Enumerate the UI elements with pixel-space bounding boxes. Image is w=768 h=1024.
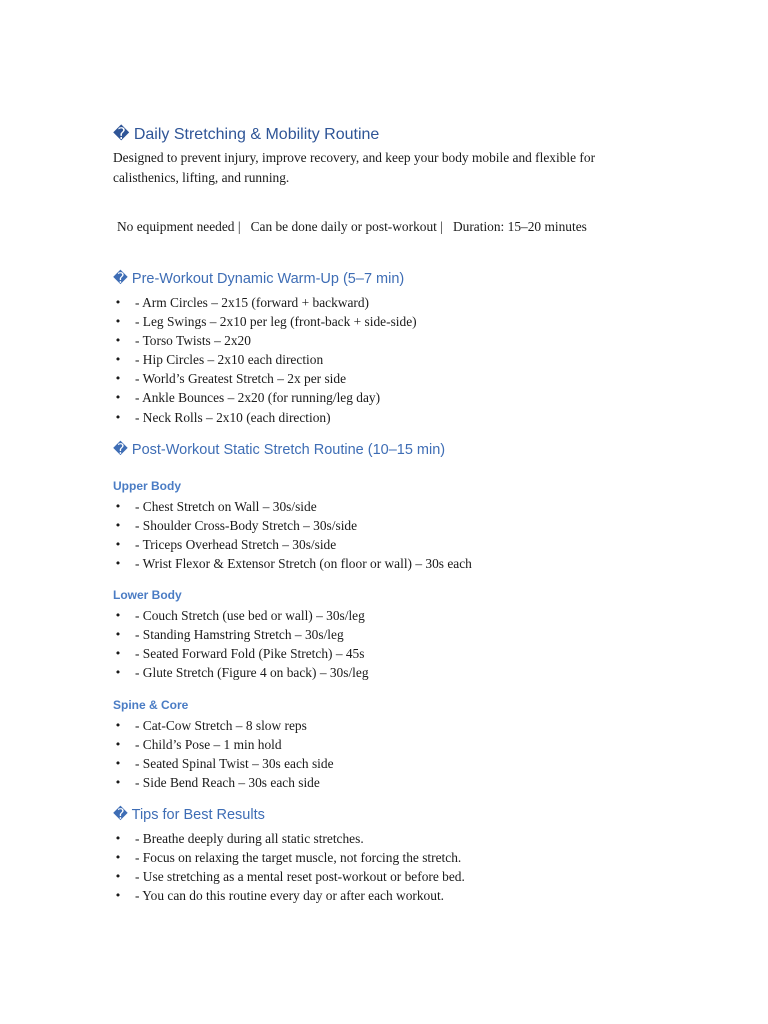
- bullet: •: [114, 666, 122, 680]
- bullet: •: [114, 519, 122, 533]
- bullet: •: [114, 410, 122, 424]
- bullet: •: [114, 315, 122, 329]
- bullet: •: [114, 757, 122, 771]
- bullet: •: [114, 776, 122, 790]
- bullet: •: [114, 738, 122, 752]
- list-item-text: - Chest Stretch on Wall – 30s/side: [135, 499, 317, 514]
- bullet: •: [114, 609, 122, 622]
- bullet: •: [114, 719, 122, 732]
- list-item-text: - Use stretching as a mental reset post-workout or before bed.: [135, 869, 465, 885]
- list-item-text: - Arm Circles – 2x15 (forward + backward): [135, 295, 370, 310]
- bullet: •: [114, 832, 122, 845]
- bullet: •: [114, 851, 122, 865]
- list-item-text: - Torso Twists – 2x20: [135, 333, 251, 349]
- list-item-text: - Seated Forward Fold (Pike Stretch) – 45s: [135, 646, 365, 662]
- list-item-text: - Couch Stretch (use bed or wall) – 30s/leg: [135, 608, 365, 623]
- list-item-text: - Glute Stretch (Figure 4 on back) – 30s/leg: [135, 665, 369, 681]
- routine-info-line: No equipment needed | Can be done daily or post-workout | Duration: 15–20 minutes: [117, 219, 587, 234]
- list-item-text: - Seated Spinal Twist – 30s each side: [135, 756, 334, 772]
- bullet: •: [114, 628, 122, 642]
- intro-paragraph: Designed to prevent injury, improve recovery, and keep your body mobile and flexible for calisthenics, lifting, and running.: [113, 150, 596, 185]
- list-item-text: - Child’s Pose – 1 min hold: [135, 737, 282, 753]
- bullet: •: [114, 870, 122, 884]
- bullet: •: [114, 538, 122, 552]
- list-item-text: - Hip Circles – 2x10 each direction: [135, 352, 324, 368]
- bullet: •: [114, 647, 122, 661]
- static-heading: � Post-Workout Static Stretch Routine (10–15 min): [113, 442, 446, 458]
- list-item-text: - Focus on relaxing the target muscle, not forcing the stretch.: [135, 850, 462, 866]
- list-item-text: - You can do this routine every day or after each workout.: [135, 888, 445, 904]
- warmup-heading: � Pre-Workout Dynamic Warm-Up (5–7 min): [113, 271, 405, 287]
- bullet: •: [114, 296, 122, 309]
- list-item-text: - Ankle Bounces – 2x20 (for running/leg day): [135, 390, 381, 406]
- bullet: •: [114, 391, 122, 405]
- list-item-text: - World’s Greatest Stretch – 2x per side: [135, 371, 347, 387]
- bullet: •: [114, 372, 122, 386]
- tips-heading: � Tips for Best Results: [113, 807, 265, 823]
- list-item-text: - Cat-Cow Stretch – 8 slow reps: [135, 718, 307, 733]
- list-item-text: - Standing Hamstring Stretch – 30s/leg: [135, 627, 344, 643]
- list-item-text: - Triceps Overhead Stretch – 30s/side: [135, 537, 337, 553]
- list-item-text: - Shoulder Cross-Body Stretch – 30s/side: [135, 518, 358, 534]
- bullet: •: [114, 557, 122, 571]
- spine-core-heading: Spine & Core: [113, 698, 189, 712]
- list-item-text: - Wrist Flexor & Extensor Stretch (on floor or wall) – 30s each: [135, 556, 472, 572]
- bullet: •: [114, 334, 122, 348]
- list-item-text: - Leg Swings – 2x10 per leg (front-back + side-side): [135, 314, 417, 330]
- bullet: •: [114, 500, 122, 513]
- list-item-text: - Breathe deeply during all static stretches.: [135, 831, 364, 846]
- list-item-text: - Side Bend Reach – 30s each side: [135, 775, 320, 791]
- bullet: •: [114, 353, 122, 367]
- lower-body-heading: Lower Body: [113, 588, 182, 602]
- document-title: � Daily Stretching & Mobility Routine: [113, 126, 380, 143]
- list-item-text: - Neck Rolls – 2x10 (each direction): [135, 409, 331, 425]
- upper-body-heading: Upper Body: [113, 479, 182, 493]
- bullet: •: [114, 889, 122, 903]
